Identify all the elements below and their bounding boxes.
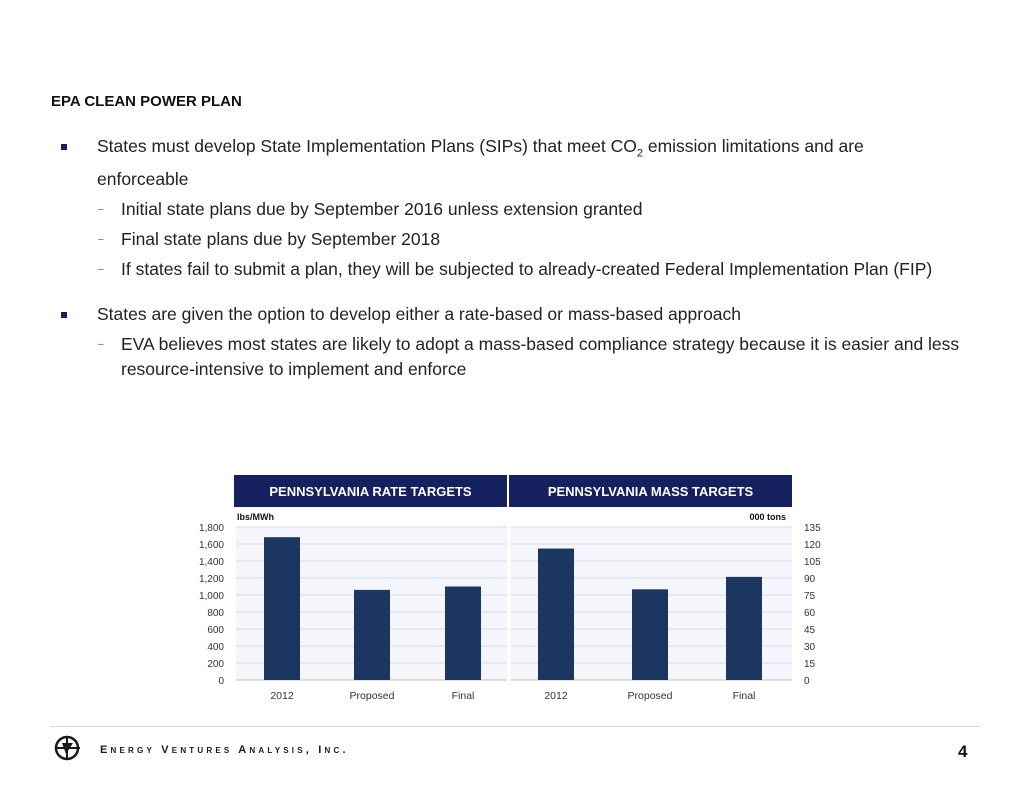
bullet-list [60, 134, 960, 382]
y-tick-label: 120 [804, 540, 821, 551]
bullet-text: States are given the option to develop either a rate-based or mass-based approach [97, 303, 742, 324]
bullet-item [60, 134, 960, 192]
y-tick-label: 800 [207, 608, 224, 619]
dash-icon: – [98, 338, 104, 350]
rate-chart-header: PENNSYLVANIA RATE TARGETS [234, 475, 507, 507]
sub-bullet-text: Final state plans due by September 2018 [121, 228, 441, 249]
x-tick-label: 2012 [270, 690, 294, 702]
sub-bullet-item [60, 257, 960, 282]
bullet-subscript: 2 [636, 147, 643, 160]
sub-bullet-item [60, 227, 960, 252]
y-tick-label: 135 [804, 523, 821, 534]
bullet-square-icon [61, 312, 67, 318]
y-tick-label: 1,200 [198, 574, 224, 585]
charts-svg [180, 475, 820, 715]
sub-bullet-text: If states fail to submit a plan, they will be subjected to already-created Federal Implementation Plan (FIP) [121, 258, 933, 279]
bar-final [445, 587, 481, 681]
mass-chart-header: PENNSYLVANIA MASS TARGETS [509, 475, 792, 507]
company-name: Energy Ventures Analysis, Inc. [100, 744, 349, 756]
y-tick-label: 30 [804, 642, 816, 653]
bullet-item [60, 302, 960, 327]
sub-bullet-item [60, 197, 960, 222]
bar-proposed [354, 590, 390, 680]
sub-bullet-text: EVA believes most states are likely to adopt a mass-based compliance strategy because it is easier and less resource-intensive to implement and enforce [121, 333, 960, 379]
y-tick-label: 1,800 [198, 523, 224, 534]
slide-title: EPA CLEAN POWER PLAN [51, 93, 242, 110]
sub-bullet-text: Initial state plans due by September 2016 unless extension granted [121, 198, 643, 219]
y-tick-label: 200 [207, 659, 224, 670]
dash-icon: – [98, 233, 104, 245]
y-tick-label: 600 [207, 625, 224, 636]
x-tick-label: Final [451, 690, 475, 702]
y-unit-label: 000 tons [749, 512, 786, 522]
x-tick-label: Proposed [627, 690, 673, 702]
bullet-text-pre: States must develop State Implementation Plans (SIPs) that meet CO [97, 136, 637, 156]
company-logo-icon [53, 734, 83, 764]
bullet-text-post: emission limitations and are enforceable [97, 136, 864, 189]
y-tick-label: 105 [804, 557, 821, 568]
y-unit-label: lbs/MWh [237, 512, 274, 522]
y-tick-label: 15 [804, 659, 816, 670]
y-tick-label: 45 [804, 625, 816, 636]
y-tick-label: 75 [804, 591, 816, 602]
x-tick-label: 2012 [544, 690, 568, 702]
dash-icon: – [98, 203, 104, 215]
dash-icon: – [98, 263, 104, 275]
y-tick-label: 400 [207, 642, 224, 653]
y-tick-label: 60 [804, 608, 816, 619]
bar-2012 [264, 537, 300, 680]
y-tick-label: 1,000 [198, 591, 224, 602]
sub-bullet-item [60, 332, 960, 382]
bar-2012 [538, 549, 574, 680]
x-tick-label: Final [732, 690, 756, 702]
charts-panel [180, 475, 820, 715]
bar-proposed [632, 589, 668, 680]
bullet-square-icon [61, 144, 67, 150]
page-number: 4 [958, 742, 968, 761]
y-tick-label: 0 [218, 676, 224, 687]
bar-final [726, 577, 762, 680]
y-tick-label: 0 [804, 676, 810, 687]
y-tick-label: 1,600 [198, 540, 224, 551]
y-tick-label: 1,400 [198, 557, 224, 568]
footer-divider [50, 726, 980, 727]
y-tick-label: 90 [804, 574, 816, 585]
x-tick-label: Proposed [349, 690, 395, 702]
